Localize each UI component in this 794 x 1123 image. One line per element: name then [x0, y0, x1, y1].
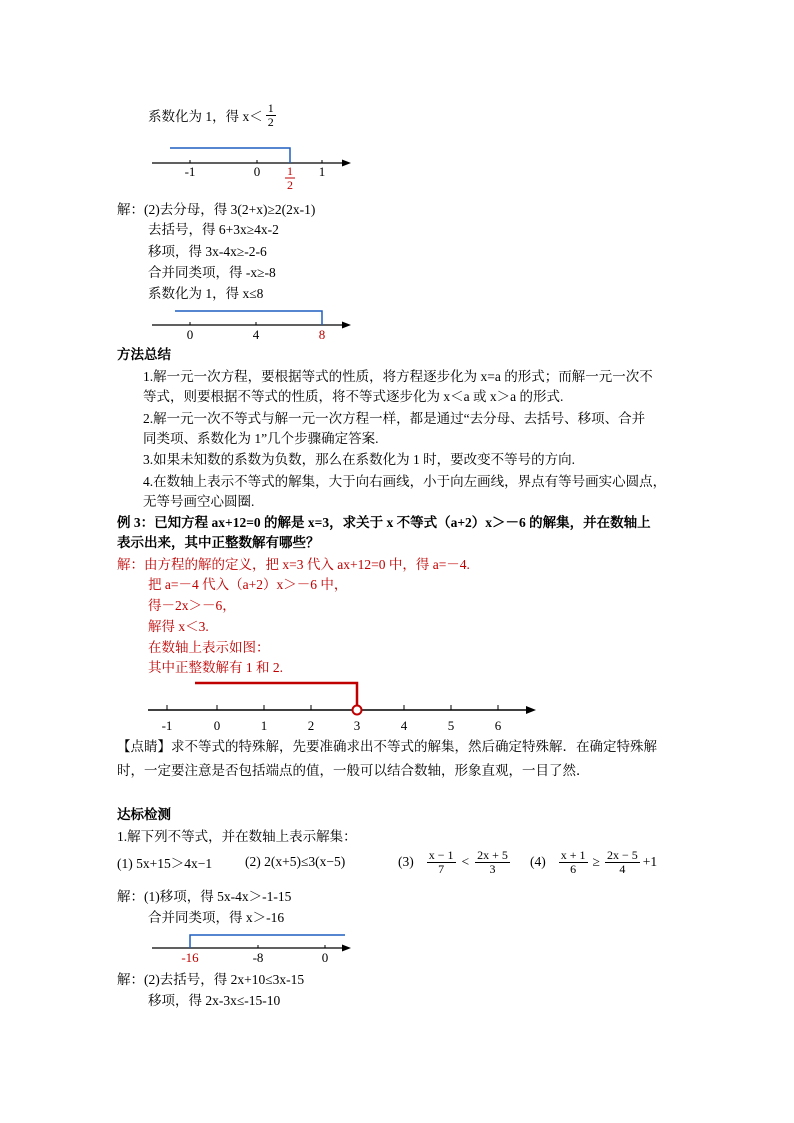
number-line-2	[140, 300, 360, 344]
tick-label: 4	[252, 327, 260, 342]
frac-num: x − 1	[428, 847, 454, 862]
tip-line-0: 【点睛】求不等式的特殊解，先要准确求出不等式的解集，然后确定特殊解．在确定特殊解	[117, 739, 657, 754]
test-solution1-line-0: 解：(1)移项，得 5x-4x＞-1-15	[117, 889, 292, 904]
example3-solution-3: 解得 x＜3.	[148, 619, 209, 634]
exercise-item-4-op: ≥	[592, 854, 600, 869]
part1-line	[148, 100, 279, 130]
summary-line-2: 2.解一元一次不等式与解一元一次方程一样，都是通过“去分母、去括号、移项、合并	[143, 411, 646, 426]
part1-fraction	[266, 102, 276, 129]
part1-text: 系数化为 1，得 x＜	[148, 109, 263, 124]
tick-label: 4	[400, 718, 408, 733]
example3-solution-2: 得－2x＞－6，	[148, 598, 236, 613]
axis-arrow	[342, 322, 351, 329]
solution-ray	[175, 311, 322, 325]
test-solution1-line-1: 合并同类项，得 x＞-16	[148, 910, 285, 925]
boundary-den: 2	[287, 178, 293, 192]
tick-label: 0	[321, 950, 329, 965]
test-prompt: 1.解下列不等式，并在数轴上表示解集：	[117, 829, 357, 844]
example3-solution-1: 把 a=－4 代入（a+2）x＞－6 中，	[148, 577, 348, 592]
summary-line-3: 同类项、系数化为 1”几个步骤确定答案.	[143, 431, 379, 446]
solution-ray	[170, 148, 290, 163]
boundary-label: 8	[318, 327, 326, 342]
test-solution2-line-1: 移项，得 2x-3x≤-15-10	[148, 993, 281, 1008]
axis-arrow	[342, 160, 351, 167]
test-solution2-line-0: 解：(2)去括号，得 2x+10≤3x-15	[117, 972, 305, 987]
frac-den: 4	[619, 861, 626, 876]
axis-arrow	[526, 706, 536, 714]
exercise-item-3-rhs	[475, 849, 510, 876]
exercise-item-4-label: (4)	[530, 854, 546, 869]
tick-label: 6	[494, 718, 502, 733]
solution2-line-0: 解：(2)去分母，得 3(2+x)≥2(2x-1)	[117, 202, 316, 217]
summary-line-0: 1.解一元一次方程，要根据等式的性质，将方程逐步化为 x=a 的形式；而解一元一次不	[143, 369, 653, 384]
exercise-item-4-tail: +1	[642, 854, 658, 869]
exercise-item-2-text: (2) 2(x+5)≤3(x−5)	[245, 854, 346, 869]
number-line-1	[140, 138, 360, 194]
solution2-line-1: 去括号，得 6+3x≥4x-2	[148, 222, 279, 237]
summary-line-1: 等式，则要根据不等式的性质，将不等式逐步化为 x＜a 或 x＞a 的形式.	[143, 389, 564, 404]
exercise-item-4-rhs	[605, 849, 640, 876]
frac-num: 2x + 5	[477, 847, 508, 862]
solution2-line-2: 移项，得 3x-4x≥-2-6	[148, 244, 267, 259]
solution-ray	[195, 683, 357, 706]
tick-label: 0	[213, 718, 221, 733]
exercise-item-3	[398, 847, 513, 877]
exercise-item-1-text: (1) 5x+15＞4x−1	[117, 856, 213, 871]
example3-solution-5: 其中正整数解有 1 和 2.	[148, 660, 283, 675]
summary-title: 方法总结	[117, 347, 171, 362]
part1-frac-num: 1	[267, 100, 274, 115]
solution2-line-3: 合并同类项，得 -x≥-8	[148, 265, 276, 280]
exercise-item-2	[245, 847, 345, 877]
frac-num: 2x − 5	[606, 847, 638, 862]
exercise-item-3-label: (3)	[398, 854, 414, 869]
number-line-3	[140, 670, 542, 734]
tick-label: 0	[186, 327, 194, 342]
test-title: 达标检测	[117, 807, 171, 822]
boundary-label: -16	[181, 950, 199, 965]
frac-den: 6	[570, 861, 577, 876]
solution2-line-4: 系数化为 1，得 x≤8	[148, 286, 264, 301]
tick-label: -1	[184, 164, 196, 179]
solution-ray	[190, 935, 345, 948]
example3-solution-4: 在数轴上表示如图：	[148, 640, 270, 655]
tip-line-1: 时，一定要注意是否包括端点的值，一般可以结合数轴，形象直观，一目了然．	[117, 763, 590, 778]
tick-label: 3	[353, 718, 361, 733]
tick-label: -8	[252, 950, 264, 965]
frac-num: x + 1	[560, 847, 586, 862]
summary-line-4: 3.如果未知数的系数为负数，那么在系数化为 1 时，要改变不等号的方向.	[143, 452, 575, 467]
tick-label: 1	[260, 718, 268, 733]
tick-label: 2	[307, 718, 315, 733]
tick-label: 5	[447, 718, 455, 733]
tick-label: -1	[161, 718, 173, 733]
exercise-item-4	[530, 847, 657, 877]
example3-question-0: 例 3：已知方程 ax+12=0 的解是 x=3，求关于 x 不等式（a+2）x＞－6 的解集，并在数轴上	[117, 515, 651, 530]
frac-den: 7	[438, 861, 445, 876]
tick-label: 1	[318, 164, 326, 179]
tick-label: 0	[253, 164, 261, 179]
summary-line-6: 无等号画空心圆圈.	[143, 494, 255, 509]
exercise-item-3-op: <	[461, 854, 470, 869]
example3-question-1: 表示出来，其中正整数解有哪些？	[117, 535, 320, 550]
axis-arrow	[342, 945, 351, 952]
number-line-4	[140, 925, 360, 969]
part1-frac-den: 2	[267, 114, 274, 129]
exercise-item-3-lhs	[427, 849, 456, 876]
exercise-item-4-lhs	[559, 849, 588, 876]
example3-solution-0: 解：由方程的解的定义，把 x=3 代入 ax+12=0 中，得 a=－4.	[117, 557, 470, 572]
frac-den: 3	[489, 861, 496, 876]
boundary-num: 1	[287, 164, 293, 178]
exercise-item-1	[117, 847, 212, 877]
summary-line-5: 4.在数轴上表示不等式的解集，大于向右画线，小于向左画线，界点有等号画实心圆点，	[143, 474, 667, 489]
open-circle-endpoint	[353, 706, 362, 715]
